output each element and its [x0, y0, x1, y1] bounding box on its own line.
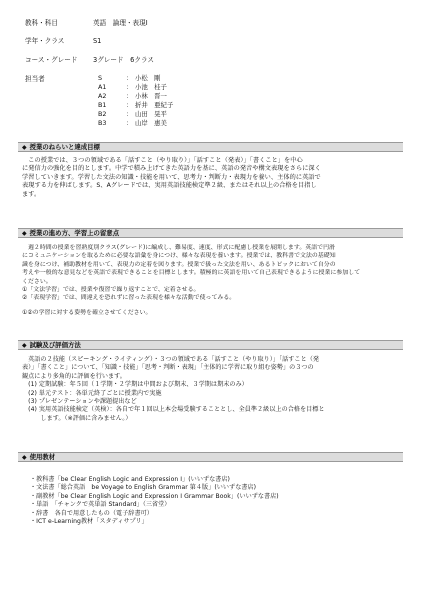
- method-heading: 授業の進め方、学習上の留意点: [29, 229, 120, 237]
- teacher-entry: [98, 83, 167, 91]
- text-line: (1) 定期試験：年５回（１学期・２学期は中間および期末、３学期は期末のみ）: [22, 381, 248, 389]
- course-key: コース・グレード: [25, 56, 78, 64]
- teacher-name: 山岸 惠美: [135, 119, 167, 127]
- text-line: 考えや一般的な意見などを英語で表現できることを目標とします。積極的に英語を用いて自己表現できるように授業に参加して: [22, 270, 361, 277]
- colon: ：: [126, 83, 133, 91]
- materials-heading-bar: [18, 452, 403, 462]
- teacher-entry: [98, 92, 167, 100]
- material-item: ・ICT e-Learning教材「スタディサプリ」: [30, 518, 148, 526]
- teacher-name: 小池 桂子: [135, 83, 167, 91]
- aims-heading: 授業のねらいと達成目標: [29, 143, 100, 151]
- teacher-name: 折井 亜紀子: [135, 101, 174, 109]
- material-item: ・辞書 各自で用意したもの（電子辞書可）: [30, 509, 153, 517]
- text-line: 週２時間の授業を習熟度別クラス(グレード)に編成し、難易度、速度、形式に配慮し授業を展開します。英語で円滑: [22, 245, 335, 251]
- text-line: ます。: [22, 190, 41, 198]
- grade-key: 学年・クラス: [25, 37, 65, 45]
- colon: ：: [126, 119, 133, 127]
- text-line: 表現する力を伸ばします。S、Aグレードでは、実用英語技能検定準２級、またはそれ以上の合格を目指し: [22, 182, 317, 190]
- colon: ：: [126, 110, 133, 118]
- text-line: (4) 実用英語技能検定（英検）：各自で年１回以上本会場受験することとし、全員準２級以上の合格を目標と: [22, 406, 325, 414]
- material-item: ・教科書「be Clear English Logic and Expression Ⅰ」(いいずな書店): [30, 476, 230, 483]
- diamond-icon: ◆: [22, 454, 27, 461]
- text-line: この授業では、３つの領域である「話すこと（やり取り）」「話すこと（発表）」「書くこと」を中心: [22, 157, 303, 164]
- text-line: ください。: [22, 278, 52, 285]
- teacher-key: 担当者: [25, 75, 45, 83]
- aims-heading-bar: [18, 142, 403, 152]
- material-item: ・単語 「チャンクで英単語 Standard」（三省堂）: [30, 501, 171, 509]
- text-line: 学習していきます。学習した文法の知識・技能を用いて、思考力・判断力・表現力を養い、主体的に英語で: [22, 173, 321, 181]
- materials-heading: 使用教材: [29, 453, 56, 461]
- text-line: ①「文法学習」では、授業や復習で繰り返すことで、定着させる。: [22, 287, 200, 294]
- subject-value: 英語 論理・表現Ⅰ: [93, 19, 148, 27]
- teacher-class: B3: [98, 119, 107, 127]
- course-row: [25, 56, 154, 64]
- text-line: 識を身につけ、補助教材を用いて、表現力の定着を図ります。授業で扱った文法を用い、あるトピックにおいて自分の: [22, 261, 336, 268]
- colon: ：: [126, 74, 133, 82]
- subject-key: 教科・科目: [25, 19, 58, 27]
- teacher-class: B2: [98, 110, 107, 118]
- text-line: 英語の２技能（スピーキング・ライティング）・３つの領域である「話すこと（やり取り）」「話すこと（発: [22, 356, 319, 363]
- text-line: ②「表現学習」では、間違えを恐れずに習った表現を様々な活動で使ってみる。: [22, 295, 236, 302]
- teacher-class: A2: [98, 92, 107, 100]
- method-paragraph: [22, 244, 404, 317]
- text-line: にコミュニケーションを取るために必要な語彙を身につけ、様々な表現を養います。授業では、教科書で文法の基礎知: [22, 253, 336, 260]
- method-heading-bar: [18, 228, 403, 238]
- course-value: 3グレード 6クラス: [93, 56, 154, 64]
- evaluation-heading-bar: [18, 340, 403, 350]
- grade-row: [25, 37, 101, 45]
- text-line: 観点により多角的に評価を行います。: [22, 372, 126, 380]
- teacher-entry: [98, 110, 167, 118]
- teacher-entry: [98, 119, 167, 127]
- subject-row: [25, 19, 148, 27]
- colon: ：: [126, 92, 133, 100]
- diamond-icon: ◆: [22, 144, 27, 151]
- teacher-class: B1: [98, 101, 107, 109]
- text-line: します。（※評価に含みません。）: [22, 414, 132, 422]
- material-item: ・文法書「総合英語 be Voyage to English Grammar 第４版」(いいずな書店): [30, 484, 257, 492]
- evaluation-heading: 試験及び評価方法: [29, 341, 81, 349]
- aims-paragraph: [22, 157, 404, 199]
- teacher-entry: [98, 74, 161, 82]
- material-item: ・副教材「be Clear English Logic and Expression Ⅰ Grammar Book」(いいずな書店): [30, 492, 279, 500]
- text-line: (2) 単元テスト：各単元終了ごとに授業内で実施: [22, 389, 162, 397]
- teacher-class: A1: [98, 83, 107, 91]
- teacher-name: 山田 晃平: [135, 110, 167, 118]
- grade-value: S1: [93, 37, 102, 45]
- diamond-icon: ◆: [22, 230, 27, 237]
- text-line: (3) プレゼンテーションや課題提出など: [22, 398, 137, 406]
- teacher-name: 小林 晋一: [135, 92, 167, 100]
- text-line: ①②の学習に対する姿勢を確立させてください。: [22, 309, 152, 316]
- colon: ：: [126, 101, 133, 109]
- teacher-name: 小松 剛: [135, 74, 161, 82]
- teacher-entry: [98, 101, 173, 109]
- diamond-icon: ◆: [22, 342, 27, 349]
- text-line: 表）」「書くこと」について、「知識・技能」「思考・判断・表現」「主体的に学習に取り組む姿勢」の３つの: [22, 364, 314, 372]
- teacher-row: [25, 75, 93, 83]
- teacher-class: S: [98, 74, 103, 82]
- evaluation-paragraph: [22, 356, 404, 423]
- materials-list: [30, 476, 404, 526]
- text-line: に発信力の強化を目的とします。中学で積み上げてきた英語力を基に、英語の発音や構文表現をさらに深く: [22, 165, 321, 173]
